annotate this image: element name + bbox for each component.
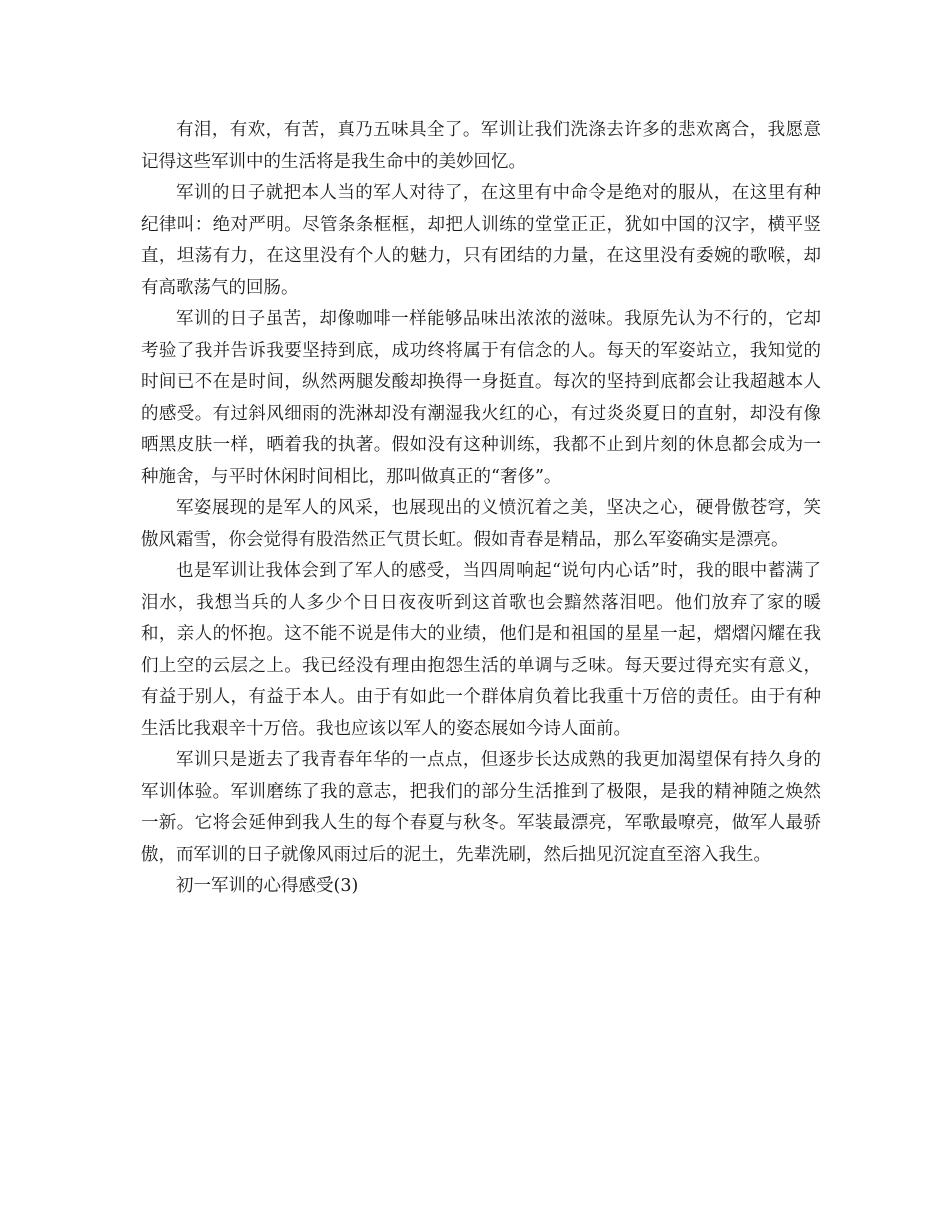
paragraph-4: 军姿展现的是军人的风采，也展现出的义愤沉着之美，坚决之心，硬骨傲苍穹，笑傲风霜雪，你会觉得有股浩然正气贯长虹。假如青春是精品，那么军姿确实是漂亮。 [141,498,821,550]
document-body [141,115,821,903]
paragraph-2: 军训的日子就把本人当的军人对待了，在这里有中命令是绝对的服从，在这里有种纪律叫：绝对严明。尽管条条框框，却把人训练的堂堂正正，犹如中国的汉字，横平竖直，坦荡有力，在这里没有个人的魅力，只有团结的力量，在这里没有委婉的歌喉，却有高歌荡气的回肠。 [141,183,821,298]
paragraph-1: 有泪，有欢，有苦，真乃五味具全了。军训让我们洗涤去许多的悲欢离合，我愿意记得这些军训中的生活将是我生命中的美妙回忆。 [141,120,821,172]
section-heading: 初一军训的心得感受(3) [176,876,359,896]
paragraph-3: 军训的日子虽苦，却像咖啡一样能够品味出浓浓的滋味。我原先认为不行的，它却考验了我并告诉我要坚持到底，成功终将属于有信念的人。每天的军姿站立，我知觉的时间已不在是时间，纵然两腿发酸却换得一身挺直。每次的坚持到底都会让我超越本人的感受。有过斜风细雨的洗淋却没有潮湿我火红的心，有过炎炎夏日的直射，却没有像晒黑皮肤一样，晒着我的执著。假如没有这种训练，我都不止到片刻的休息都会成为一种施舍，与平时休闲时间相比，那叫做真正的“奢侈”。 [141,309,821,487]
paragraph-5: 也是军训让我体会到了军人的感受，当四周响起“说句内心话”时，我的眼中蓄满了泪水，我想当兵的人多少个日日夜夜听到这首歌也会黯然落泪吧。他们放弃了家的暖和，亲人的怀抱。这不能不说是伟大的业绩，他们是和祖国的星星一起，熠熠闪耀在我们上空的云层之上。我已经没有理由抱怨生活的单调与乏味。每天要过得充实有意义，有益于别人，有益于本人。由于有如此一个群体肩负着比我重十万倍的责任。由于有种生活比我艰辛十万倍。我也应该以军人的姿态展如今诗人面前。 [141,561,821,739]
paragraph-6: 军训只是逝去了我青春年华的一点点，但逐步长达成熟的我更加渴望保有持久身的军训体验。军训磨练了我的意志，把我们的部分生活推到了极限，是我的精神随之焕然一新。它将会延伸到我人生的每个春夏与秋冬。军装最漂亮，军歌最嘹亮，做军人最骄傲，而军训的日子就像风雨过后的泥土，先辈洗刷，然后拙见沉淀直至溶入我生。 [141,750,821,865]
